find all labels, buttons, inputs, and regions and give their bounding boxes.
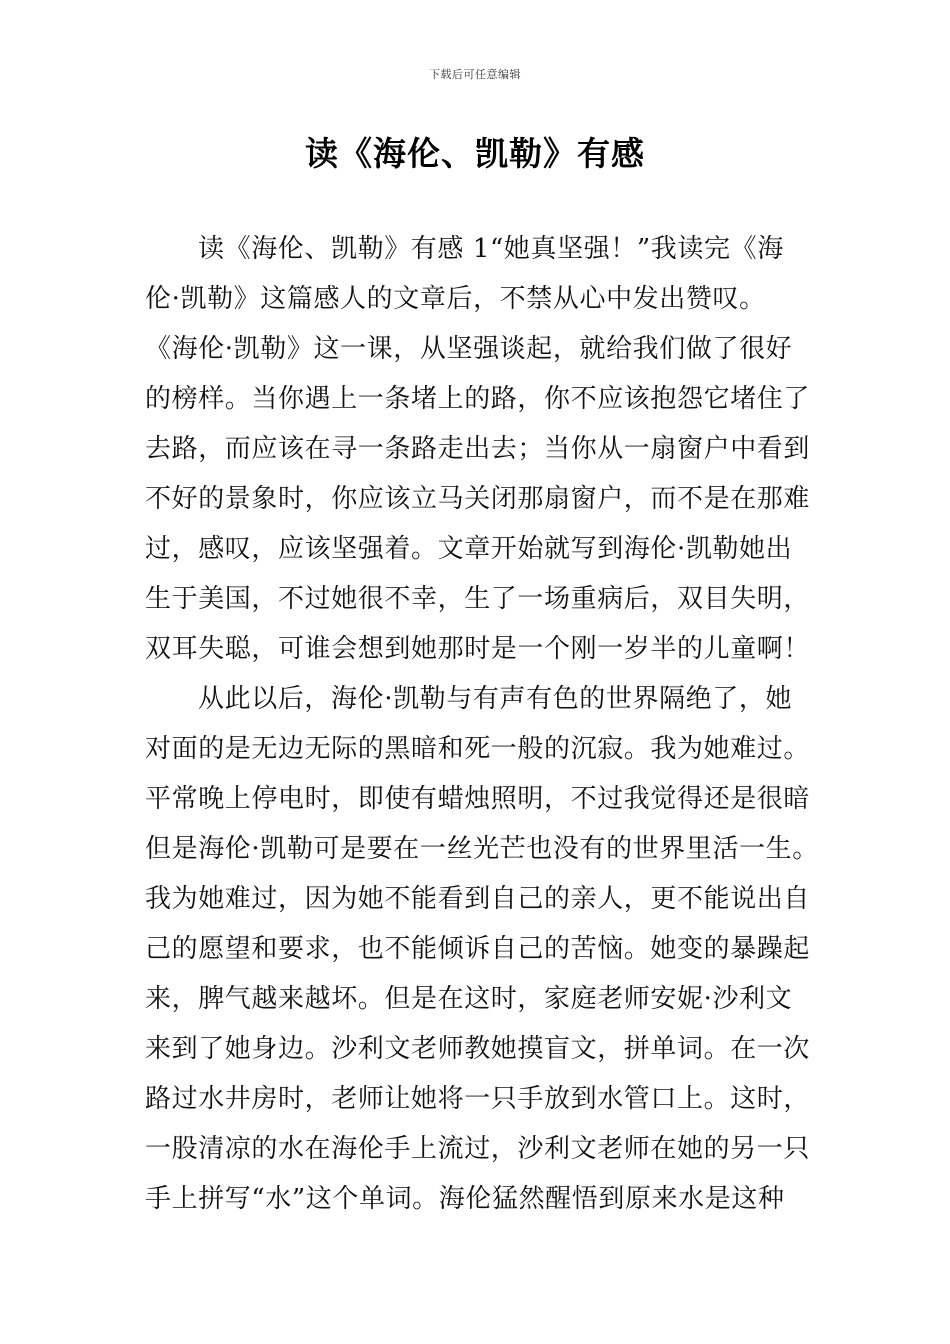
text-line: 我为她难过，因为她不能看到自己的亲人，更不能说出自	[145, 884, 811, 914]
text-line: 的榜样。当你遇上一条堵上的路，你不应该抱怨它堵住了	[145, 384, 811, 414]
text-line: 伦·凯勒》这篇感人的文章后，不禁从心中发出赞叹。	[145, 284, 766, 314]
text-line: 来到了她身边。沙利文老师教她摸盲文，拼单词。在一次	[145, 1034, 811, 1064]
text-line: 生于美国，不过她很不幸，生了一场重病后，双目失明，	[145, 584, 811, 614]
text-line: 一股清凉的水在海伦手上流过，沙利文老师在她的另一只	[145, 1134, 811, 1164]
text-line: 己的愿望和要求，也不能倾诉自己的苦恼。她变的暴躁起	[145, 934, 811, 964]
text-line: 对面的是无边无际的黑暗和死一般的沉寂。我为她难过。	[145, 734, 811, 764]
text-line: 读《海伦、凯勒》有感 1“她真坚强！”我读完《海	[198, 234, 784, 264]
text-line: 双耳失聪，可谁会想到她那时是一个刚一岁半的儿童啊！	[145, 634, 811, 664]
text-line: 去路，而应该在寻一条路走出去；当你从一扇窗户中看到	[145, 434, 811, 464]
document-title: 读《海伦、凯勒》有感	[305, 134, 645, 173]
text-line: 《海伦·凯勒》这一课，从坚强谈起，就给我们做了很好	[145, 334, 793, 364]
text-line: 但是海伦·凯勒可是要在一丝光芒也没有的世界里活一生。	[145, 834, 819, 864]
text-line: 过，感叹，应该坚强着。文章开始就写到海伦·凯勒她出	[145, 534, 793, 564]
text-line: 手上拼写“水”这个单词。海伦猛然醒悟到原来水是这种	[145, 1184, 785, 1214]
text-line: 平常晚上停电时，即使有蜡烛照明，不过我觉得还是很暗	[145, 784, 811, 814]
text-line: 不好的景象时，你应该立马关闭那扇窗户，而不是在那难	[145, 484, 811, 514]
body-text	[145, 230, 819, 1230]
header-note: 下载后可任意编辑	[429, 68, 521, 81]
text-line: 路过水井房时，老师让她将一只手放到水管口上。这时，	[145, 1084, 811, 1114]
text-line: 从此以后，海伦·凯勒与有声有色的世界隔绝了，她	[198, 684, 793, 714]
text-line: 来，脾气越来越坏。但是在这时，家庭老师安妮·沙利文	[145, 984, 793, 1014]
